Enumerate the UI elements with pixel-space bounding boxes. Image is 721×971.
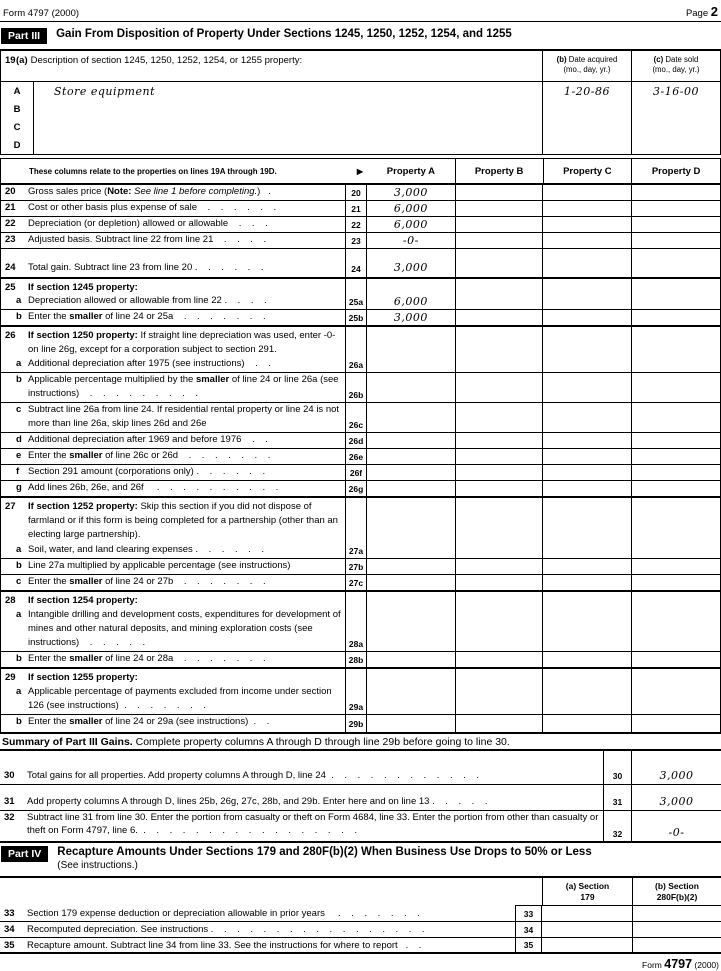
line-number-box: 25b: [345, 310, 367, 325]
property-description-field[interactable]: [34, 100, 542, 118]
part4-subtitle: (See instructions.): [57, 860, 138, 871]
line-letter: b: [16, 653, 22, 664]
line-29-heading-row: [1, 669, 720, 685]
line-26g-row: [1, 481, 720, 498]
line-23-label: Adjusted basis. Subtract line 22 from line 21 . . . .: [28, 234, 267, 245]
date-acquired-value: 1-20-86: [564, 84, 610, 98]
line-23-property-c-field[interactable]: [542, 233, 631, 248]
line-27c-label: Enter the smaller of line 24 or 27b . . . . . . .: [28, 576, 266, 587]
line-number-box: 27c: [345, 575, 367, 590]
line-number-box: 26c: [345, 403, 367, 432]
line-29b-label: Enter the smaller of line 24 or 29a (see instructions) . .: [28, 716, 270, 727]
date-acquired-field[interactable]: [542, 100, 631, 118]
line-26e-row: [1, 449, 720, 465]
col-c-text: Date sold: [663, 55, 699, 64]
line-32-amount-field[interactable]: [632, 811, 721, 841]
line-21-property-d-field[interactable]: [631, 201, 720, 216]
summary-heading-text: Complete property columns A through D through line 29b before going to line 30.: [132, 735, 510, 748]
recapture-header-row: [0, 878, 721, 906]
line-number-box: 31: [603, 793, 632, 810]
line-number-box: 23: [345, 233, 367, 248]
line-29a-label: Applicable percentage of payments excluded from income under section 126 (see instructions) . . . . . . .: [28, 686, 335, 711]
line-30-label: Total gains for all properties. Add property columns A through D, line 24 . . . . . . . . . . . .: [27, 770, 479, 781]
line-25b-label: Enter the smaller of line 24 or 25a . . . . . . .: [28, 311, 266, 322]
amount-value: -0-: [402, 234, 419, 247]
col-date-acquired-header: [542, 51, 631, 81]
date-acquired-field[interactable]: [542, 118, 631, 136]
line-33-label: Section 179 expense deduction or depreciation allowable in prior years . . . . . . .: [27, 908, 420, 919]
line-26a-row: [1, 357, 720, 373]
line-33-section-280f-field[interactable]: [632, 906, 721, 921]
line-letter: a: [16, 358, 22, 369]
column-property-c: Property C: [543, 159, 632, 183]
line-number-box: 24: [345, 249, 367, 277]
page-footer: [0, 954, 721, 971]
date-sold-field[interactable]: [631, 82, 720, 100]
page-word: Page: [685, 8, 709, 19]
line-22-property-d-field[interactable]: [631, 217, 720, 232]
summary-spacer: [0, 785, 721, 793]
line-number: 32: [4, 812, 15, 823]
line-letter: e: [16, 450, 22, 461]
date-sold-value: 3-16-00: [653, 84, 699, 98]
row-letter: B: [1, 100, 34, 118]
line-26g-label: Add lines 26b, 26e, and 26f . . . . . . . . . .: [28, 482, 279, 493]
recapture-table: [0, 876, 721, 954]
part3-badge: Part III: [1, 28, 47, 44]
line-number-box: 26b: [345, 373, 367, 402]
line-27c-row: [1, 575, 720, 592]
line-number: 21: [5, 202, 16, 213]
line-number: 31: [4, 796, 15, 807]
date-sold-field[interactable]: [631, 136, 720, 154]
property-description-field[interactable]: [34, 82, 542, 100]
line-21-property-a-field[interactable]: [367, 201, 455, 216]
line-26a-label: Additional depreciation after 1975 (see instructions) . .: [28, 358, 271, 369]
line-number: 28: [5, 595, 16, 606]
line-27a-label: Soil, water, and land clearing expenses . . . . . .: [28, 544, 265, 555]
line-25a-row: [1, 294, 720, 310]
row-letter: D: [1, 136, 34, 154]
property-row-c: [1, 118, 720, 136]
amount-value: 6,000: [393, 218, 428, 231]
line-29b-row: [1, 715, 720, 732]
date-acquired-field[interactable]: [542, 136, 631, 154]
line-21-property-c-field[interactable]: [542, 201, 631, 216]
line-31-label: Add property columns A through D, lines 25b, 26g, 27c, 28b, and 29b. Enter here and on line 13 . . . . .: [27, 796, 488, 807]
property-description-field[interactable]: [34, 118, 542, 136]
line-27b-row: [1, 559, 720, 575]
line-letter: a: [16, 686, 22, 697]
line-35-label: Recapture amount. Subtract line 34 from line 33. See the instructions for where to report . .: [27, 939, 422, 951]
property-row-d: [1, 136, 720, 154]
description-value: Store equipment: [54, 84, 155, 98]
line-number-box: 25a: [345, 294, 367, 309]
form-id: Form 4797 (2000): [3, 8, 80, 19]
summary-heading: [0, 734, 721, 751]
line-34-row: [0, 922, 721, 938]
line-number-box: 26f: [345, 465, 367, 480]
col-b-subtext: (mo., day, yr.): [563, 65, 611, 74]
col-c-tag: (c): [653, 55, 664, 64]
line-number-box: 32: [603, 811, 632, 841]
gain-computation-table: [0, 158, 721, 734]
line-24-property-d-field[interactable]: [631, 249, 720, 277]
line-20-property-c-field[interactable]: [542, 185, 631, 200]
line-26b-label: Applicable percentage multiplied by the smaller of line 24 or line 26a (see instructions) . . . . . . . . .: [28, 374, 342, 399]
amount-value: -0-: [668, 826, 685, 839]
column-section-280f: (b) Section 280F(b)(2): [632, 878, 721, 906]
line-26-heading-row: [1, 327, 720, 357]
line19-label: [1, 51, 542, 81]
column-section-179: (a) Section 179: [542, 878, 632, 906]
footer-form-number: 4797: [664, 957, 693, 971]
right-arrow-icon: ▶: [356, 166, 364, 176]
column-property-b: Property B: [455, 159, 543, 183]
part3-title: Gain From Disposition of Property Under Sections 1245, 1250, 1252, 1254, and 1255: [56, 28, 512, 40]
line-number-box: [345, 327, 367, 357]
line-20-property-a-field[interactable]: [367, 185, 455, 200]
line-letter: f: [16, 466, 20, 477]
amount-value: 3,000: [659, 769, 694, 782]
line-22-property-c-field[interactable]: [542, 217, 631, 232]
line-number: 26: [5, 330, 16, 341]
line-28a-row: [1, 608, 720, 652]
line-35-section-280f-field[interactable]: [632, 938, 721, 952]
line-23-row: [1, 233, 720, 249]
line-number-box: 34: [515, 922, 542, 937]
part4-header: [0, 846, 721, 872]
line-35-row: [0, 938, 721, 954]
line-letter: b: [16, 374, 22, 385]
line-27-heading: If section 1252 property: Skip this section if you did not dispose of farmland or if this form is being completed for a partnership (other than an electing large partnership).: [28, 501, 341, 540]
line-24-row: [1, 249, 720, 279]
line-number-box: [345, 669, 367, 685]
line-number-box: 29b: [345, 715, 367, 732]
line-22-property-a-field[interactable]: [367, 217, 455, 232]
line-25a-label: Depreciation allowed or allowable from line 22 . . . .: [28, 295, 267, 306]
summary-table: [0, 751, 721, 843]
line-letter: a: [16, 609, 22, 620]
line-20-row: [1, 185, 720, 201]
line-26f-label: Section 291 amount (corporations only) . . . . . .: [28, 466, 266, 477]
line19-a-tag: (a): [16, 55, 28, 66]
line-32-row: [0, 811, 721, 841]
amount-value: 3,000: [393, 261, 428, 274]
line-number-box: 28a: [345, 608, 367, 651]
line-number-box: 29a: [345, 685, 367, 714]
part3-header: [0, 28, 721, 44]
line-number: 33: [4, 908, 15, 919]
line-25a-property-a-field[interactable]: [367, 294, 455, 309]
line-23-property-b-field[interactable]: [455, 233, 543, 248]
line-25b-property-a-field[interactable]: [367, 310, 455, 325]
line-number: 35: [4, 939, 15, 951]
line-27b-label: Line 27a multiplied by applicable percentage (see instructions): [28, 560, 291, 571]
line-29-heading: If section 1255 property:: [28, 672, 138, 683]
amount-value: 3,000: [393, 311, 428, 324]
line-30-amount-field[interactable]: [632, 767, 721, 784]
line-24-label: Total gain. Subtract line 23 from line 20 . . . . . .: [28, 262, 264, 273]
footer-form-word: Form: [642, 960, 665, 970]
amount-value: 6,000: [393, 202, 428, 215]
line-23-property-a-field[interactable]: [367, 233, 455, 248]
date-sold-field[interactable]: [631, 118, 720, 136]
line-24-property-a-field[interactable]: [367, 249, 455, 277]
line-26b-row: [1, 373, 720, 403]
amount-value: 3,000: [659, 795, 694, 808]
line-26f-row: [1, 465, 720, 481]
line-31-row: [0, 793, 721, 811]
line-number: 34: [4, 924, 15, 935]
line-number-box: 26a: [345, 357, 367, 372]
line-25-heading-row: [1, 279, 720, 294]
line-number-box: 30: [603, 767, 632, 784]
amount-value: 6,000: [393, 295, 428, 308]
line19-description-label: Description of section 1245, 1250, 1252, 1254, or 1255 property:: [28, 55, 303, 66]
grid-intro: [1, 159, 367, 183]
row-letter: C: [1, 118, 34, 136]
line-letter: b: [16, 311, 22, 322]
property-description-field[interactable]: [34, 136, 542, 154]
line-25-heading: If section 1245 property:: [28, 282, 138, 293]
line-29a-row: [1, 685, 720, 715]
line-letter: c: [16, 404, 22, 415]
line-number: 25: [5, 282, 16, 293]
line-number-box: 35: [515, 938, 542, 952]
line-20-label: Gross sales price (Note: See line 1 before completing.) .: [28, 186, 271, 197]
line-34-section-280f-field[interactable]: [632, 922, 721, 937]
line-26c-label: Subtract line 26a from line 24. If residential rental property or line 24 is not more than line 26a, skip lines 26d and 26e: [28, 404, 342, 429]
line-letter: d: [16, 434, 22, 445]
property-row-b: [1, 100, 720, 118]
line-26c-row: [1, 403, 720, 433]
line-number-box: 26e: [345, 449, 367, 464]
line-number: 27: [5, 501, 16, 512]
amount-value: 3,000: [393, 186, 428, 199]
line-28b-row: [1, 652, 720, 669]
line-34-section-179-field[interactable]: [542, 922, 632, 937]
line-27-heading-row: [1, 498, 720, 543]
line-number-box: [345, 592, 367, 608]
line-24-property-c-field[interactable]: [542, 249, 631, 277]
line19-number: 19: [5, 55, 16, 66]
line-35-section-179-field[interactable]: [542, 938, 632, 952]
date-sold-field[interactable]: [631, 100, 720, 118]
line-28-heading-row: [1, 592, 720, 608]
line-number-box: 27b: [345, 559, 367, 574]
line-27a-row: [1, 543, 720, 559]
line-letter: a: [16, 544, 22, 555]
line-26-heading: If section 1250 property: If straight line depreciation was used, enter -0- on line 26g, except for a corporation subject to section 291.: [28, 330, 338, 355]
line19-table: [0, 49, 721, 155]
column-property-a: Property A: [386, 165, 435, 177]
line-21-row: [1, 201, 720, 217]
line-number: 20: [5, 186, 16, 197]
line-letter: a: [16, 295, 22, 306]
date-acquired-field[interactable]: [542, 82, 631, 100]
col-c-subtext: (mo., day, yr.): [652, 65, 700, 74]
line-number-box: [345, 498, 367, 543]
line-28-heading: If section 1254 property:: [28, 595, 138, 606]
line-20-property-b-field[interactable]: [455, 185, 543, 200]
column-property-d: Property D: [631, 159, 720, 183]
page-header: [0, 0, 721, 22]
line-number-box: 26d: [345, 433, 367, 448]
line-number-box: 28b: [345, 652, 367, 667]
line-number-box: 21: [345, 201, 367, 216]
summary-heading-lead: Summary of Part III Gains.: [2, 735, 133, 748]
line-number: 30: [4, 770, 15, 781]
line-number-box: 27a: [345, 543, 367, 558]
line-21-property-b-field[interactable]: [455, 201, 543, 216]
line-letter: g: [16, 482, 22, 493]
line-26d-row: [1, 433, 720, 449]
line-letter: c: [16, 576, 22, 587]
grid-intro-text: These columns relate to the properties on lines 19A through 19D.: [29, 166, 277, 176]
line-33-row: [0, 906, 721, 922]
line-number-box: 20: [345, 185, 367, 200]
col-date-sold-header: [631, 51, 720, 81]
line-number: 22: [5, 218, 16, 229]
line-28b-label: Enter the smaller of line 24 or 28a . . . . . . .: [28, 653, 266, 664]
line-25b-row: [1, 310, 720, 327]
col-b-text: Date acquired: [566, 55, 618, 64]
line-22-label: Depreciation (or depletion) allowed or allowable . . .: [28, 218, 268, 229]
line-number: 29: [5, 672, 16, 683]
line-number: 24: [5, 262, 16, 273]
line-number-box: 26g: [345, 481, 367, 496]
line-33-section-179-field[interactable]: [542, 906, 632, 921]
line-22-row: [1, 217, 720, 233]
line19-header-row: [1, 51, 720, 82]
line-20-property-d-field[interactable]: [631, 185, 720, 200]
col-b-tag: (b): [556, 55, 567, 64]
part4-title: Recapture Amounts Under Sections 179 and 280F(b)(2) When Business Use Drops to 50% or Less: [57, 846, 592, 858]
property-row-a: [1, 82, 720, 100]
page-number: 2: [710, 4, 718, 19]
row-letter: A: [1, 82, 34, 100]
line-26e-label: Enter the smaller of line 26c or 26d . . . . . . .: [28, 450, 271, 461]
part4-badge: Part IV: [1, 846, 48, 862]
line-number: 23: [5, 234, 16, 245]
line-24-property-b-field[interactable]: [455, 249, 543, 277]
line-26d-label: Additional depreciation after 1969 and before 1976 . .: [28, 434, 268, 445]
footer-form-year: (2000): [692, 960, 719, 970]
line-number-box: 22: [345, 217, 367, 232]
line-letter: b: [16, 716, 22, 727]
line-22-property-b-field[interactable]: [455, 217, 543, 232]
line-23-property-d-field[interactable]: [631, 233, 720, 248]
line-34-label: Recomputed depreciation. See instructions . . . . . . . . . . . . . . . . .: [27, 924, 425, 935]
line-31-amount-field[interactable]: [632, 793, 721, 810]
grid-header-row: [1, 159, 720, 185]
line-32-label: Subtract line 31 from line 30. Enter the portion from casualty or theft on Form 4684, line 33. Enter the portion from other than casualty or theft on Form 4797, line 6. . . . . . . . . . . . . . . . . .: [27, 812, 601, 836]
line-number-box: [345, 279, 367, 294]
line-letter: b: [16, 560, 22, 571]
page-indicator: [686, 4, 718, 19]
summary-spacer: [0, 751, 721, 767]
line-28a-label: Intangible drilling and development costs, expenditures for development of mines and other natural deposits, and mining exploration costs (see instructions) . . . . .: [28, 609, 344, 648]
line-30-row: [0, 767, 721, 785]
line-number-box: 33: [515, 906, 542, 921]
line-21-label: Cost or other basis plus expense of sale . . . . . .: [28, 202, 277, 213]
